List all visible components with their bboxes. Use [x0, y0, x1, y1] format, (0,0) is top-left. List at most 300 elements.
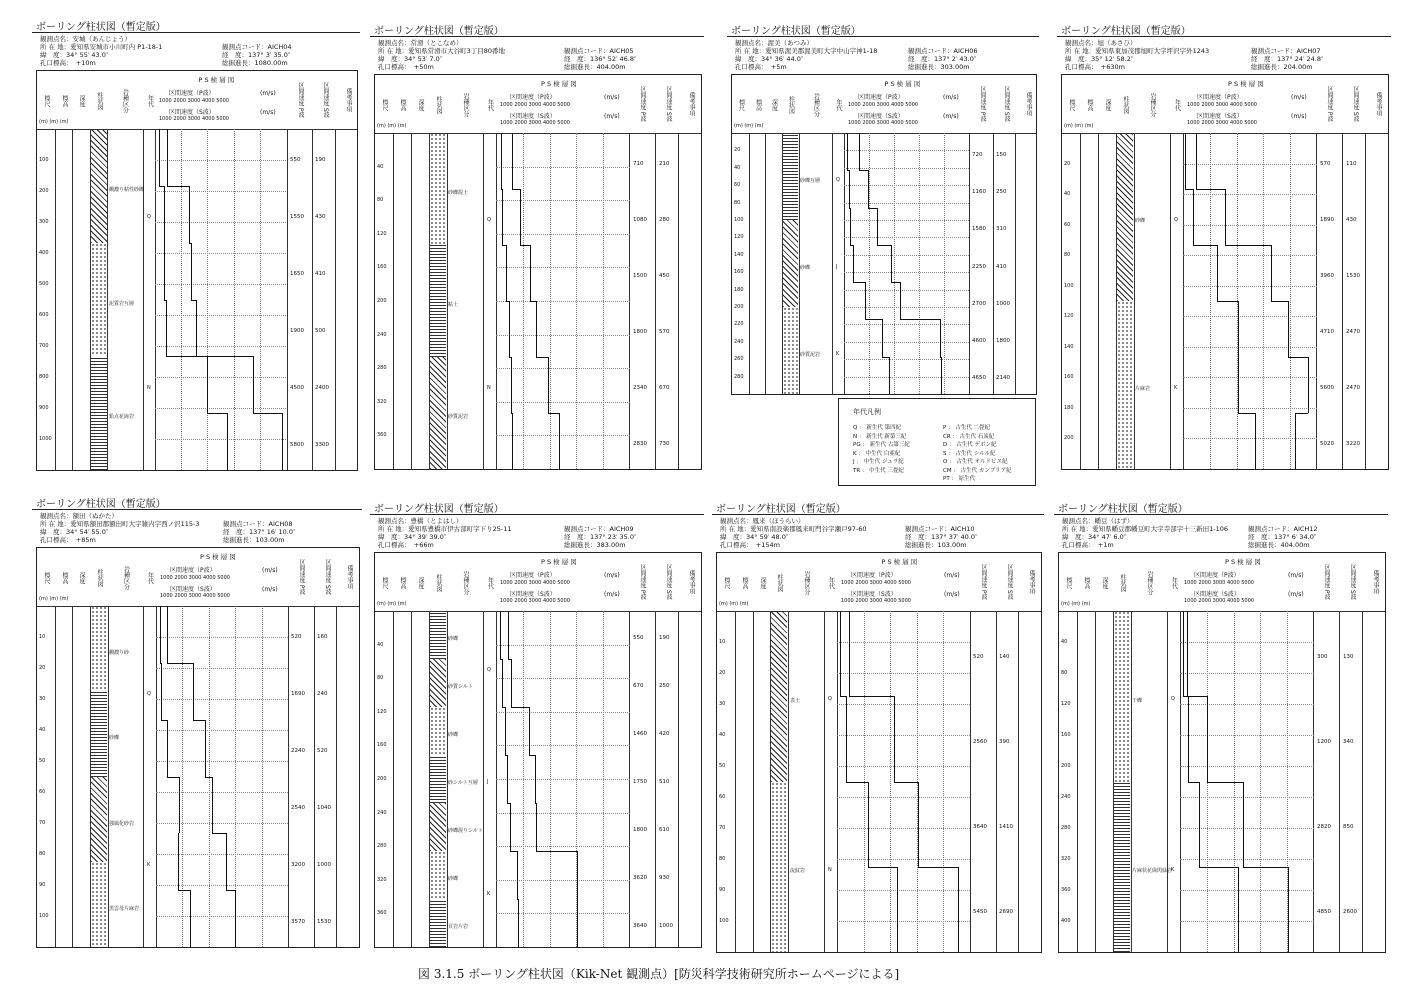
grid-line: [837, 828, 970, 829]
p-wave-value: 4710: [1320, 329, 1334, 335]
s-wave-step: [846, 782, 868, 783]
unit-label: (m/s): [604, 94, 620, 101]
grid-line: [1180, 766, 1314, 767]
depth-tick: 260: [734, 356, 744, 362]
grid-line: [1180, 673, 1314, 674]
velocity-scale: 1000 2000 3000 4000 5000: [159, 98, 229, 104]
p-wave-step: [1271, 301, 1288, 302]
depth-tick: 220: [734, 321, 744, 327]
lithology-pattern: [430, 611, 446, 659]
column-header: 標高: [754, 99, 762, 111]
p-wave-value: 2340: [633, 385, 647, 391]
column-header: 年代: [827, 577, 835, 589]
p-wave-value: 2560: [973, 739, 987, 745]
depth-tick: 50: [39, 758, 46, 764]
column-rule: [335, 71, 336, 470]
depth-tick: 80: [734, 200, 741, 206]
lithology-label: 粘土: [448, 302, 459, 308]
right-column-header: 区間速度 S波: [1003, 86, 1010, 122]
column-header: 標尺: [381, 577, 388, 589]
s-wave-value: 390: [999, 739, 1010, 745]
p-wave-label: 区間速度（P波）: [851, 572, 897, 579]
depth-tick: 120: [1064, 313, 1074, 319]
depth-tick: 160: [377, 742, 387, 748]
grid-line: [156, 885, 288, 886]
s-wave-step: [501, 133, 502, 189]
legend-item: J ： 中生代 ジュラ紀: [853, 459, 904, 465]
p-wave-step: [191, 300, 196, 301]
s-wave-value: 150: [996, 152, 1007, 158]
grid-line: [844, 237, 969, 238]
depth-tick: 180: [734, 287, 744, 293]
p-wave-step: [189, 186, 190, 243]
p-wave-step: [941, 357, 942, 394]
s-wave-label: 区間速度（S波）: [169, 109, 215, 116]
s-wave-value: 2400: [315, 385, 329, 391]
depth-tick: 120: [377, 231, 387, 237]
s-wave-step: [164, 243, 165, 300]
sheet-title: ボーリング柱状図（暫定版）: [716, 504, 846, 515]
column-header: 深度: [78, 95, 85, 107]
s-wave-step: [505, 755, 507, 756]
legend-item: D ： 古生代 デボン紀: [943, 442, 997, 448]
depth-tick: 120: [1061, 701, 1071, 707]
grid-line: [1180, 642, 1314, 643]
p-wave-value: 1160: [972, 189, 986, 195]
unit-label: (m/s): [1288, 591, 1304, 598]
grid-line: [844, 272, 969, 273]
s-wave-step: [166, 356, 207, 357]
s-wave-step: [1199, 782, 1200, 867]
right-column-header: 備考事項: [345, 88, 352, 112]
depth-tick: 360: [1061, 887, 1071, 893]
p-wave-label: 区間速度（P波）: [169, 90, 215, 97]
p-wave-step: [1207, 696, 1208, 782]
p-wave-step: [212, 833, 226, 834]
column-rule: [287, 71, 288, 470]
legend-item: S ： 古生代 シルル紀: [943, 450, 996, 457]
grid-line: [156, 854, 288, 855]
p-wave-step: [536, 301, 537, 357]
right-column-header: 備考事項: [688, 570, 695, 594]
s-wave-step: [178, 890, 190, 891]
right-column-header: 区間速度 S波: [324, 559, 331, 595]
age-code: K: [147, 862, 151, 868]
p-wave-value: 1500: [633, 273, 647, 279]
grid-line: [155, 222, 286, 223]
p-wave-value: 1650: [290, 271, 304, 277]
depth-tick: 1000: [39, 436, 52, 442]
ps-log-plot: [837, 611, 970, 952]
column-header: 深度: [770, 99, 778, 111]
p-wave-step: [900, 282, 901, 319]
ps-log-plot: [844, 133, 969, 394]
depth-tick: 400: [39, 250, 49, 256]
p-wave-step: [868, 170, 869, 208]
p-wave-value: 2700: [972, 301, 986, 307]
unit-label: (m/s): [262, 586, 278, 593]
p-wave-value: 2540: [291, 805, 305, 811]
log-table: [1061, 74, 1389, 470]
depth-tick: 40: [39, 727, 46, 733]
log-table: [716, 552, 1042, 953]
legend-item: O ： 古生代 オルドビス紀: [943, 459, 1008, 465]
s-wave-step: [1199, 867, 1238, 868]
p-wave-step: [512, 133, 513, 189]
grid-line: [155, 253, 286, 254]
lithology-pattern: [91, 862, 107, 947]
column-rule: [655, 553, 656, 947]
s-wave-value: 1800: [996, 338, 1010, 344]
p-wave-step: [191, 243, 192, 300]
s-wave-step: [1188, 782, 1199, 783]
lithology-pattern: [783, 220, 798, 307]
s-wave-value: 1530: [317, 919, 331, 925]
p-wave-step: [511, 659, 512, 707]
p-wave-step: [196, 300, 197, 356]
grid-line: [496, 368, 630, 369]
lithology-label: 泥質岩互層: [109, 301, 135, 307]
p-wave-step: [1271, 245, 1272, 301]
station-name: 観測点名：常滑（とこなめ）: [378, 39, 463, 47]
p-wave-step: [918, 867, 958, 868]
column-header: 年代: [1173, 99, 1181, 111]
s-wave-step: [164, 186, 165, 243]
depth-tick: 300: [39, 219, 49, 225]
depth-tick: 160: [377, 264, 387, 270]
grid-line: [156, 761, 288, 762]
column-rule: [788, 553, 789, 952]
title-rule: [370, 36, 704, 37]
column-rule: [1095, 553, 1096, 952]
station-address: 所 在 地：愛知県安城市小川町内 P1-18-1: [40, 43, 163, 51]
column-rule: [55, 548, 56, 947]
column-rule: [393, 75, 394, 469]
p-wave-step: [891, 245, 892, 282]
p-wave-step: [559, 413, 560, 469]
grid-line: [944, 133, 945, 394]
depth-tick: 160: [1061, 732, 1071, 738]
p-wave-label: 区間速度（P波）: [510, 572, 556, 579]
lithology-pattern: [1117, 133, 1133, 301]
s-wave-value: 130: [1343, 654, 1354, 660]
depth-tick: 80: [1061, 670, 1068, 676]
station-latitude: 緯 度：34° 39′ 39.0″: [378, 533, 447, 541]
column-rule: [1018, 553, 1019, 952]
s-wave-step: [161, 720, 167, 721]
p-wave-step: [1295, 413, 1296, 469]
grid-line: [1180, 797, 1314, 798]
depth-tick: 140: [734, 252, 744, 258]
s-wave-step: [882, 357, 889, 358]
p-wave-value: 720: [972, 152, 983, 158]
s-wave-step: [850, 208, 851, 245]
right-column-header: 区間速度 P波: [298, 559, 305, 595]
total-depth: 総掘進長：1080.00m: [222, 59, 288, 67]
depth-tick: 20: [39, 665, 46, 671]
p-wave-step: [1243, 867, 1288, 868]
p-wave-step: [577, 851, 578, 899]
station-address: 所 在 地：愛知県豊橋市伊古部町字下り25-11: [378, 525, 512, 533]
velocity-scale: 1000 2000 3000 4000 5000: [500, 120, 570, 126]
column-header: 岩種区分: [803, 571, 810, 595]
sheet-title: ボーリング柱状図（暫定版）: [36, 22, 166, 33]
grid-line: [496, 745, 630, 746]
p-wave-step: [877, 208, 878, 245]
lithology-label: 棚濃り粘性砂礫: [109, 187, 145, 193]
p-wave-value: 1080: [633, 217, 647, 223]
s-wave-step: [502, 189, 503, 245]
age-legend: [838, 398, 1036, 486]
lithology-label: 砂礫: [109, 735, 120, 741]
depth-tick: 600: [39, 312, 49, 318]
lithology-label: 砂礫: [448, 732, 459, 738]
p-wave-value: 5020: [1320, 441, 1334, 447]
depth-tick: 100: [39, 157, 49, 163]
lithology-label: 砂礫混りシルト: [448, 828, 483, 834]
station-latitude: 緯 度：34° 54′ 55.0″: [40, 528, 109, 536]
ps-log-plot: [496, 133, 630, 469]
s-wave-step: [840, 611, 841, 696]
s-wave-step: [850, 245, 853, 246]
velocity-scale: 1000 2000 3000 4000 5000: [1184, 580, 1254, 586]
s-wave-step: [897, 867, 898, 952]
column-rule: [970, 553, 971, 952]
depth-tick: 200: [734, 304, 744, 310]
unit-label: (m/s): [604, 113, 620, 120]
s-wave-step: [502, 245, 506, 246]
grid-line: [837, 735, 970, 736]
s-wave-value: 670: [659, 385, 670, 391]
lithology-pattern: [430, 707, 446, 755]
grid-line: [844, 203, 969, 204]
column-header: 柱状図: [435, 574, 442, 592]
column-header: 岩種区分: [462, 571, 469, 595]
s-wave-step: [510, 851, 517, 852]
grid-line: [496, 712, 630, 713]
station-latitude: 緯 度：34° 47′ 6.0″: [1062, 533, 1127, 541]
s-wave-value: 410: [996, 264, 1007, 270]
station-code: 観測点コード：AICH08: [223, 520, 293, 528]
grid-line: [837, 673, 970, 674]
s-wave-value: 1410: [999, 824, 1013, 830]
grid-line: [844, 255, 969, 256]
column-header: 深度: [417, 99, 424, 111]
s-wave-value: 110: [1346, 161, 1357, 167]
unit-row: (m) (m) (m): [1061, 601, 1091, 607]
p-wave-step: [1295, 413, 1308, 414]
p-wave-step: [868, 208, 877, 209]
column-rule: [1170, 75, 1171, 469]
s-wave-value: 500: [315, 328, 326, 334]
column-rule: [447, 553, 448, 947]
p-wave-value: 5800: [290, 442, 304, 448]
boring-log-sheet: [1054, 500, 1388, 955]
unit-label: (m/s): [944, 591, 960, 598]
grid-line: [1183, 225, 1317, 226]
column-header: 標高: [61, 95, 68, 107]
column-header: 岩種区分: [122, 566, 130, 590]
p-wave-step: [1308, 357, 1309, 413]
lithology-pattern: [430, 245, 446, 357]
total-depth: 総掘進長：103.00m: [223, 536, 285, 544]
grid-line: [844, 307, 969, 308]
sheet-title: ボーリング柱状図（暫定版）: [374, 504, 504, 515]
grid-line: [844, 168, 969, 169]
p-wave-step: [529, 707, 530, 755]
s-wave-value: 1000: [659, 923, 673, 929]
s-wave-step: [1185, 189, 1193, 190]
total-depth: 総掘進長：204.00m: [1251, 63, 1313, 71]
velocity-scale: 1000 2000 3000 4000 5000: [841, 598, 911, 604]
lithology-label: 砂礫互層: [800, 178, 821, 184]
column-header: 柱状図: [1119, 574, 1126, 592]
depth-tick: 360: [377, 910, 387, 916]
s-wave-step: [1217, 301, 1238, 302]
lithology-label: 片麻岩: [1135, 386, 1151, 392]
depth-tick: 80: [377, 675, 384, 681]
depth-tick: 30: [719, 701, 726, 707]
p-wave-step: [529, 755, 535, 756]
column-header: 年代: [486, 577, 494, 589]
legend-title: 年代凡例: [853, 408, 881, 416]
column-header: 年代: [835, 99, 842, 111]
p-wave-step: [894, 696, 895, 782]
legend-item: CR ： 古生代 石炭紀: [943, 433, 995, 440]
s-wave-step: [500, 611, 501, 659]
column-rule: [1339, 553, 1340, 952]
column-header: 標高: [1083, 577, 1090, 589]
lithology-pattern: [771, 611, 787, 782]
s-wave-step: [517, 899, 518, 900]
p-wave-value: 3200: [291, 862, 305, 868]
ps-log-plot: [1180, 611, 1314, 952]
grid-line: [844, 290, 969, 291]
p-wave-step: [530, 301, 536, 302]
column-rule: [1098, 75, 1099, 469]
station-name: 観測点名：鳳来（ほうらい）: [720, 517, 805, 525]
grid-line: [496, 267, 630, 268]
lithology-label: 干礫: [1132, 698, 1143, 704]
lithology-label: 黒雲母片麻岩: [109, 906, 140, 912]
column-header: 標高: [1086, 99, 1093, 111]
station-latitude: 緯 度：34° 36′ 44.0″: [735, 55, 804, 63]
lithology-pattern: [430, 803, 446, 851]
p-wave-step: [508, 611, 509, 659]
column-rule: [314, 548, 315, 947]
right-column-header: 区間速度 P波: [980, 564, 987, 600]
s-wave-step: [1238, 301, 1239, 357]
column-header: 岩種区分: [812, 93, 820, 117]
depth-tick: 120: [734, 234, 744, 240]
p-wave-step: [940, 357, 941, 358]
p-wave-step: [253, 413, 282, 414]
velocity-scale: 1000 2000 3000 4000 5000: [1187, 102, 1257, 108]
grid-line: [496, 234, 630, 235]
unit-label: (m/s): [262, 567, 278, 574]
unit-row: (m) (m) (m): [377, 123, 407, 129]
grid-line: [496, 846, 630, 847]
s-wave-value: 430: [315, 214, 326, 220]
p-wave-value: 1580: [972, 226, 986, 232]
depth-tick: 100: [719, 918, 729, 924]
s-wave-value: 310: [996, 226, 1007, 232]
unit-label: (m/s): [260, 90, 276, 97]
s-wave-step: [512, 413, 513, 469]
column-rule: [143, 71, 144, 470]
column-rule: [678, 553, 679, 947]
grid-line: [844, 220, 969, 221]
s-wave-value: 2140: [996, 375, 1010, 381]
column-rule: [1131, 553, 1132, 952]
sheet-title: ボーリング柱状図（暫定版）: [731, 26, 861, 37]
s-wave-step: [166, 300, 167, 356]
s-wave-label: 区間速度（S波）: [510, 113, 556, 120]
age-code: Q: [147, 691, 151, 697]
unit-row: (m) (m) (m): [39, 119, 69, 125]
p-wave-value: 3640: [633, 923, 647, 929]
station-code: 観測点コード：AICH10: [905, 525, 975, 533]
legend-item: P ： 古生代 二畳紀: [943, 425, 991, 431]
right-column-header: 区間速度 S波: [1006, 564, 1013, 600]
station-longitude: 経 度：137° 37′ 40.0″: [905, 533, 978, 541]
collar-elevation: 孔口標高： +85m: [40, 536, 96, 544]
p-wave-step: [167, 129, 168, 186]
column-rule: [1362, 553, 1363, 952]
grid-line: [496, 645, 630, 646]
station-code: 観測点コード：AICH12: [1248, 525, 1318, 533]
figure-caption: 図 3.1.5 ボーリング柱状図（Kik-Net 観測点）[防災科学技術研究所ホームページによる]: [418, 967, 900, 981]
station-longitude: 経 度：137° 24′ 24.8″: [1251, 55, 1324, 63]
lithology-pattern: [1117, 301, 1133, 469]
column-header: 深度: [78, 572, 85, 584]
grid-line: [837, 704, 970, 705]
p-wave-step: [877, 245, 891, 246]
column-rule: [411, 553, 412, 947]
station-code: 観測点コード：AICH05: [564, 47, 634, 55]
depth-tick: 80: [377, 197, 384, 203]
s-wave-value: 190: [315, 157, 326, 163]
collar-elevation: 孔口標高： +66m: [378, 541, 434, 549]
grid-line: [260, 129, 261, 470]
s-wave-step: [868, 867, 897, 868]
depth-tick: 100: [1064, 283, 1074, 289]
s-wave-label: 区間速度（S波）: [851, 591, 897, 598]
depth-tick: 90: [719, 887, 726, 893]
p-wave-step: [849, 611, 850, 696]
depth-tick: 500: [39, 281, 49, 287]
log-table: [36, 70, 358, 471]
s-wave-value: 250: [996, 189, 1007, 195]
ps-log-plot: [156, 606, 288, 947]
grid-line: [837, 797, 970, 798]
depth-tick: 70: [719, 825, 726, 831]
grid-line: [1290, 133, 1291, 469]
grid-line: [496, 402, 630, 403]
station-latitude: 緯 度：34° 59′ 48.0″: [720, 533, 789, 541]
right-column-header: 区間速度 P波: [1323, 564, 1330, 600]
p-wave-value: 1800: [633, 329, 647, 335]
column-header: 年代: [146, 95, 154, 107]
s-wave-step: [178, 833, 179, 834]
p-wave-value: 2240: [291, 748, 305, 754]
p-wave-step: [1288, 867, 1289, 952]
grid-line: [837, 859, 970, 860]
right-column-header: 区間速度 P波: [979, 86, 986, 122]
collar-elevation: 孔口標高： +10m: [40, 59, 96, 67]
boring-log-sheet: [727, 22, 1039, 397]
p-wave-value: 520: [973, 654, 984, 660]
